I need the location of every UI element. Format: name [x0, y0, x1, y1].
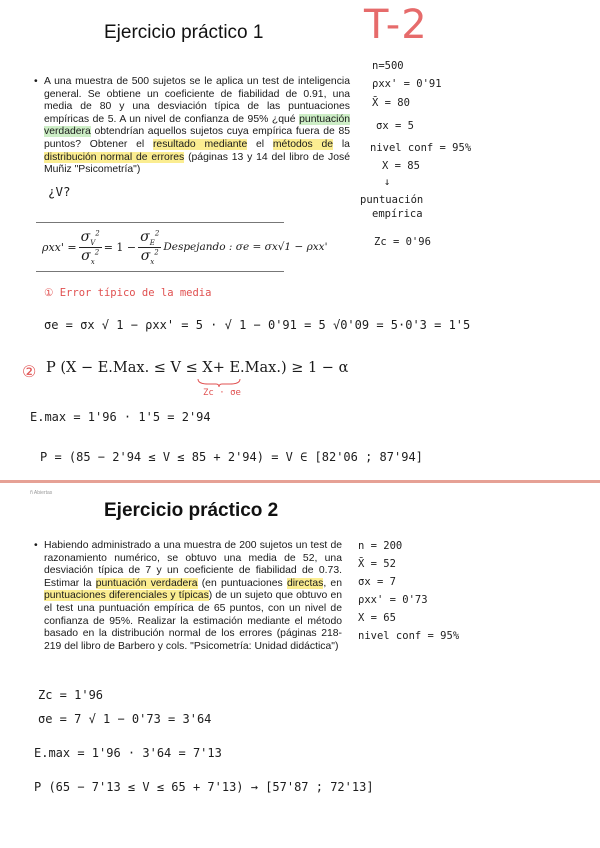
bullet: •: [34, 76, 38, 87]
ex1-step1-equation: σe = σx √ 1 − ρxx' = 5 · √ 1 − 0'91 = 5 √0'09 = 5·0'3 = 1'5: [44, 318, 471, 332]
ex1-tag: T-2: [364, 2, 428, 48]
highlight-true-score: puntuación verdadera: [95, 577, 198, 589]
ex2-result: P (65 − 7'13 ≤ V ≤ 65 + 7'13) → [57'87 ; 72'13]: [34, 780, 374, 794]
formula-mid: = 1 −: [103, 240, 137, 254]
statement-text: ) de un sujeto que obtuvo en el test una puntuación empírica de 65 puntos, con un nivel de confianza de 95%. Realizar la estimación mediante el método basado en la distribución normal de los errores (páginas 218-219 del libro de Barbero y cols. "Psicometría: Unidad didáctica"): [44, 590, 343, 652]
ex1-statement: [34, 76, 350, 177]
ex1-note-n: n=500: [372, 60, 404, 72]
ex1-note-puntuacion: puntuación: [360, 194, 424, 206]
ex1-note-arrow: ↓: [384, 176, 391, 188]
formula-lhs: ρxx' =: [42, 240, 77, 254]
ex1-note-zc: Zc = 0'96: [374, 236, 431, 248]
highlight-diff-typical: puntuaciones diferenciales y típicas: [44, 590, 209, 602]
statement-text: la: [333, 138, 350, 150]
ex1-note-rho: ρxx' = 0'91: [372, 78, 442, 90]
statement-text: (páginas 13 y 14 del libro de José Muñiz "Psicometría"): [44, 151, 350, 176]
ex1-brace: [196, 378, 242, 388]
ex2-note-mean: X̄ = 52: [358, 558, 396, 570]
ex2-zc: Zc = 1'96: [38, 688, 104, 702]
ex2-small-tag: ñ Abiertas: [30, 490, 53, 496]
ex2-statement: [34, 540, 343, 653]
ex2-note-x: X = 65: [358, 612, 396, 624]
highlight-normal-dist: distribución normal de errores: [44, 151, 185, 163]
ex2-note-sd: σx = 7: [358, 576, 396, 588]
statement-text: el: [247, 138, 273, 150]
formula-rest: Despejando : σe = σx√1 − ρxx': [163, 241, 328, 253]
ex2-note-conf: nivel conf = 95%: [358, 630, 460, 642]
ex1-note-mean: X̄ = 80: [372, 97, 410, 109]
ex2-title: Ejercicio práctico 2: [104, 500, 279, 521]
ex2-note-n: n = 200: [358, 540, 403, 552]
ex2-se: σe = 7 √ 1 − 0'73 = 3'64: [38, 712, 212, 726]
formula-fraction-2: $\frac{\sigma_E^2}{\sigma_x^2}$: [140, 228, 160, 266]
statement-text: obtendrían aquellos sujetos cuya empírica fuera de 85 puntos? Obtener el: [44, 126, 350, 150]
highlight-direct: directas: [286, 577, 324, 589]
statement-text: Habiendo administrado a una muestra de 200 sujetos un test de razonamiento numérico, se obtuvo una media de 52, una desviación típica de 7 y un coeficiente de fiabilidad de 0.73. Estimar la: [44, 540, 342, 589]
statement-text: A una muestra de 500 sujetos se le aplica un test de inteligencia general. Se obtiene un coeficiente de fiabilidad de 0.91, una media de 80 y una desviación típica de las puntuaciones empíricas de 5. A un nivel de confianza de 95% ¿qué: [44, 76, 350, 125]
ex2-emax: E.max = 1'96 · 3'64 = 7'13: [34, 746, 222, 760]
page-divider: [0, 480, 600, 483]
ex1-result: P = (85 − 2'94 ≤ V ≤ 85 + 2'94) = V ∈ [82'06 ; 87'94]: [40, 450, 423, 464]
ex1-emax: E.max = 1'96 · 1'5 = 2'94: [30, 410, 211, 424]
ex1-formula-box: [36, 222, 328, 272]
ex1-note-conf: nivel conf = 95%: [370, 142, 472, 154]
ex2-note-rho: ρxx' = 0'73: [358, 594, 428, 606]
ex1-step2-number: ②: [22, 364, 37, 381]
bullet: •: [34, 540, 38, 551]
highlight-result: resultado mediante: [152, 138, 248, 150]
ex1-note-x: X = 85: [382, 160, 420, 172]
ex1-step1-label: ① Error típico de la media: [44, 287, 212, 299]
statement-text: (en puntuaciones: [197, 577, 287, 589]
ex1-step2-formula: P (X − E.Max. ≤ V ≤ X+ E.Max.) ≥ 1 − α: [46, 360, 349, 376]
ex1-note-sd: σx = 5: [376, 120, 414, 132]
ex1-step2-annotation: Zc · σe: [203, 388, 241, 398]
statement-text: , en: [323, 577, 342, 589]
ex1-note-empirica: empírica: [372, 208, 423, 220]
highlight-methods: métodos de: [272, 138, 334, 150]
formula-fraction-1: $\frac{\sigma_V^2}{\sigma_x^2}$: [80, 228, 100, 266]
ex1-ev: ¿V?: [48, 184, 71, 199]
ex1-title: Ejercicio práctico 1: [104, 22, 264, 43]
highlight-true-score: puntuación verdadera: [44, 113, 350, 138]
